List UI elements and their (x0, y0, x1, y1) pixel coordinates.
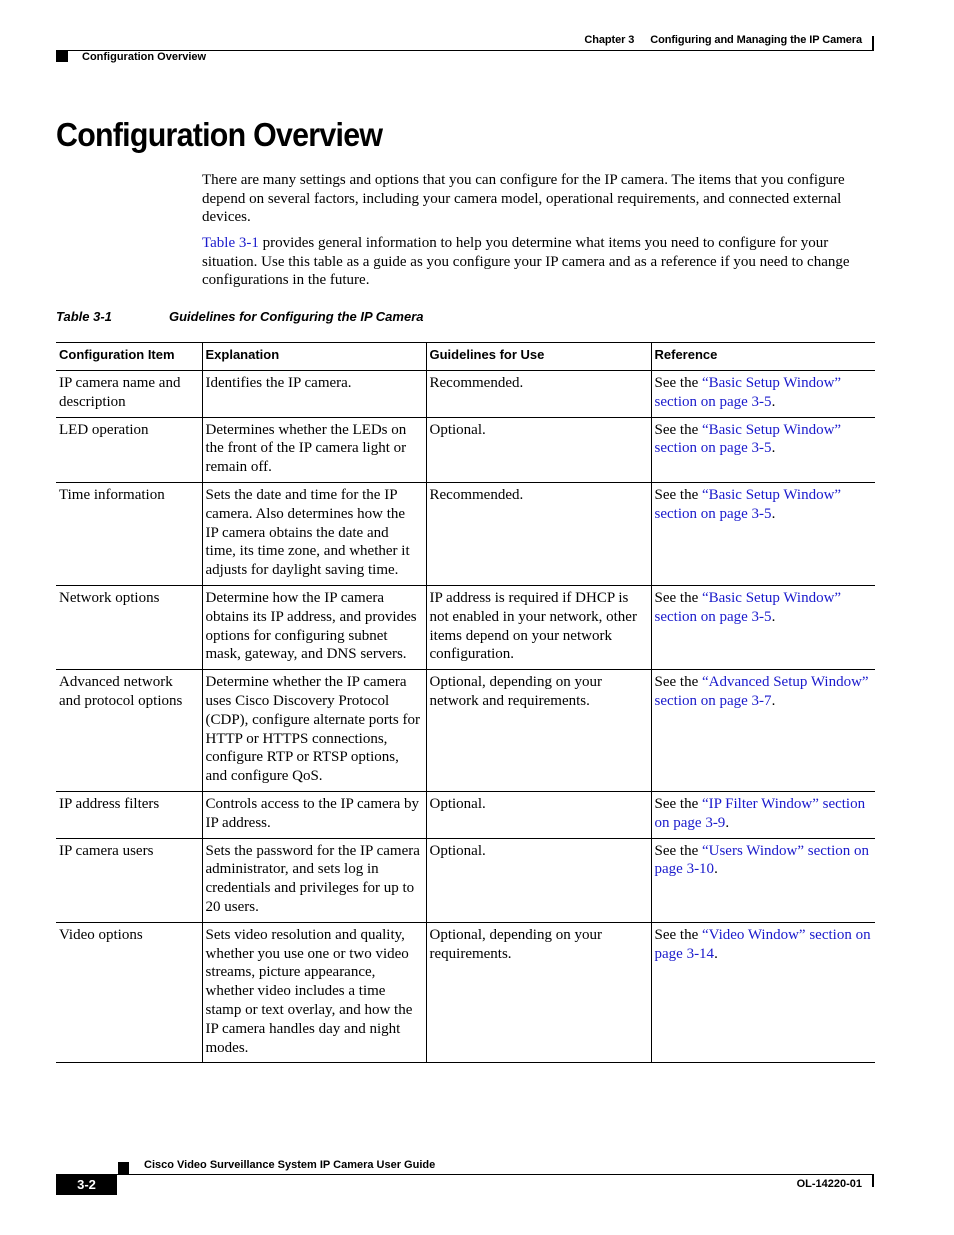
table-row (56, 791, 875, 838)
reference-link[interactable]: “Basic Setup Window” section on page 3-5 (654, 589, 842, 625)
reference-suffix: . (714, 861, 718, 878)
cell-reference (651, 585, 875, 669)
footer-square-marker (118, 1162, 129, 1174)
table-caption-title: Guidelines for Configuring the IP Camera (169, 309, 424, 324)
reference-prefix: See the (654, 926, 702, 943)
reference-suffix: . (714, 945, 718, 962)
reference-suffix: . (725, 814, 730, 831)
column-header-guidelines: Guidelines for Use (426, 343, 651, 371)
chapter-label: Chapter 3 (584, 34, 635, 46)
column-header-explanation: Explanation (202, 343, 426, 371)
reference-prefix: See the (654, 486, 702, 503)
intro-paragraph-2 (202, 234, 876, 290)
chapter-title: Configuring and Managing the IP Camera (650, 34, 862, 46)
reference-prefix: See the (654, 674, 702, 691)
reference-suffix: . (771, 393, 776, 410)
cell-reference (651, 670, 875, 792)
cell-guidelines: Optional, depending on your requirements. (426, 922, 651, 1063)
reference-link[interactable]: “Users Window” section on page 3-10 (654, 842, 869, 878)
reference-suffix: . (771, 505, 776, 522)
cell-guidelines: Optional, depending on your network and requirements. (426, 670, 651, 792)
cell-reference (651, 791, 875, 838)
reference-suffix: . (771, 440, 776, 457)
cell-explanation: Identifies the IP camera. (202, 371, 426, 418)
header-vertical-bar (872, 36, 874, 50)
cell-explanation: Determines whether the LEDs on the front of the IP camera light or remain off. (202, 417, 426, 482)
cell-reference (651, 482, 875, 585)
table-row (56, 371, 875, 418)
cell-item: IP address filters (56, 791, 202, 838)
header-square-marker (56, 51, 68, 62)
table-row (56, 838, 875, 922)
cell-item: IP camera users (56, 838, 202, 922)
reference-link[interactable]: “IP Filter Window” section on page 3-9 (654, 795, 866, 831)
reference-link[interactable]: “Advanced Setup Window” section on page 3-7 (654, 674, 869, 709)
reference-prefix: See the (654, 589, 702, 606)
document-number: OL-14220-01 (796, 1178, 862, 1190)
table-caption (56, 309, 424, 324)
cell-guidelines: Optional. (426, 791, 651, 838)
cell-explanation: Controls access to the IP camera by IP address. (202, 791, 426, 838)
cell-item: IP camera name and description (56, 371, 202, 418)
table-row (56, 922, 875, 1063)
cell-reference (651, 371, 875, 418)
reference-prefix: See the (654, 375, 702, 391)
reference-prefix: See the (654, 842, 702, 859)
cell-guidelines: Optional. (426, 417, 651, 482)
running-header-section: Configuration Overview (82, 51, 207, 63)
cell-reference (651, 838, 875, 922)
column-header-reference: Reference (651, 343, 875, 371)
cell-item: Video options (56, 922, 202, 1063)
reference-prefix: See the (654, 421, 702, 438)
footer-rule (56, 1174, 874, 1175)
reference-prefix: See the (654, 795, 702, 812)
cell-item: LED operation (56, 417, 202, 482)
table-row (56, 482, 875, 585)
intro-paragraph-1: There are many settings and options that you can configure for the IP camera. The items that you configure depend on several factors, including your camera model, operational requirements, and connected external devices. (202, 172, 845, 226)
guidelines-table (56, 342, 875, 1063)
cell-explanation: Determine whether the IP camera uses Cisco Discovery Protocol (CDP), configure alternate ports for HTTP or HTTPS connections, configure RTP or RTSP options, and configure QoS. (202, 670, 426, 792)
cell-guidelines: Recommended. (426, 482, 651, 585)
running-header-chapter (584, 34, 862, 46)
cell-explanation: Sets the date and time for the IP camera. Also determines how the IP camera obtains the date and time, its time zone, and whether it adjusts for daylight saving time. (202, 482, 426, 585)
table-row (56, 670, 875, 792)
reference-link[interactable]: “Basic Setup Window” section on page 3-5 (654, 421, 842, 457)
table-reference-link[interactable]: Table 3-1 (202, 235, 259, 251)
column-header-configuration-item: Configuration Item (56, 343, 202, 371)
table-header-row (56, 343, 875, 371)
cell-item: Time information (56, 482, 202, 585)
reference-suffix: . (771, 692, 776, 709)
footer-vertical-bar (872, 1175, 874, 1187)
cell-item: Network options (56, 585, 202, 669)
reference-suffix: . (771, 608, 776, 625)
cell-reference (651, 417, 875, 482)
cell-guidelines: Optional. (426, 838, 651, 922)
reference-link[interactable]: “Basic Setup Window” section on page 3-5 (654, 375, 842, 410)
reference-link[interactable]: “Basic Setup Window” section on page 3-5 (654, 486, 842, 522)
table-row (56, 417, 875, 482)
table-row (56, 585, 875, 669)
footer-guide-title: Cisco Video Surveillance System IP Camera User Guide (144, 1159, 436, 1171)
page-title: Configuration Overview (56, 116, 383, 153)
cell-guidelines: Recommended. (426, 371, 651, 418)
cell-explanation: Sets video resolution and quality, whether you use one or two video streams, picture appearance, whether video includes a time stamp or text overlay, and how the IP camera handles day and night modes. (202, 922, 426, 1063)
reference-link[interactable]: “Video Window” section on page 3-14 (654, 926, 871, 962)
cell-explanation: Sets the password for the IP camera administrator, and sets log in credentials and privileges for up to 20 users. (202, 838, 426, 922)
intro-paragraph-2-text: provides general information to help you determine what items you need to configure for your situation. Use this table as a guide as you configure your IP camera and as a reference if you need to change configurations in the future. (202, 235, 850, 289)
table-caption-label: Table 3-1 (56, 309, 112, 324)
cell-guidelines: IP address is required if DHCP is not enabled in your network, other items depend on your network configuration. (426, 585, 651, 669)
cell-reference (651, 922, 875, 1063)
page-number: 3-2 (77, 1177, 96, 1192)
cell-explanation: Determine how the IP camera obtains its IP address, and provides options for configuring subnet mask, gateway, and DNS servers. (202, 585, 426, 669)
cell-item: Advanced network and protocol options (56, 670, 202, 792)
